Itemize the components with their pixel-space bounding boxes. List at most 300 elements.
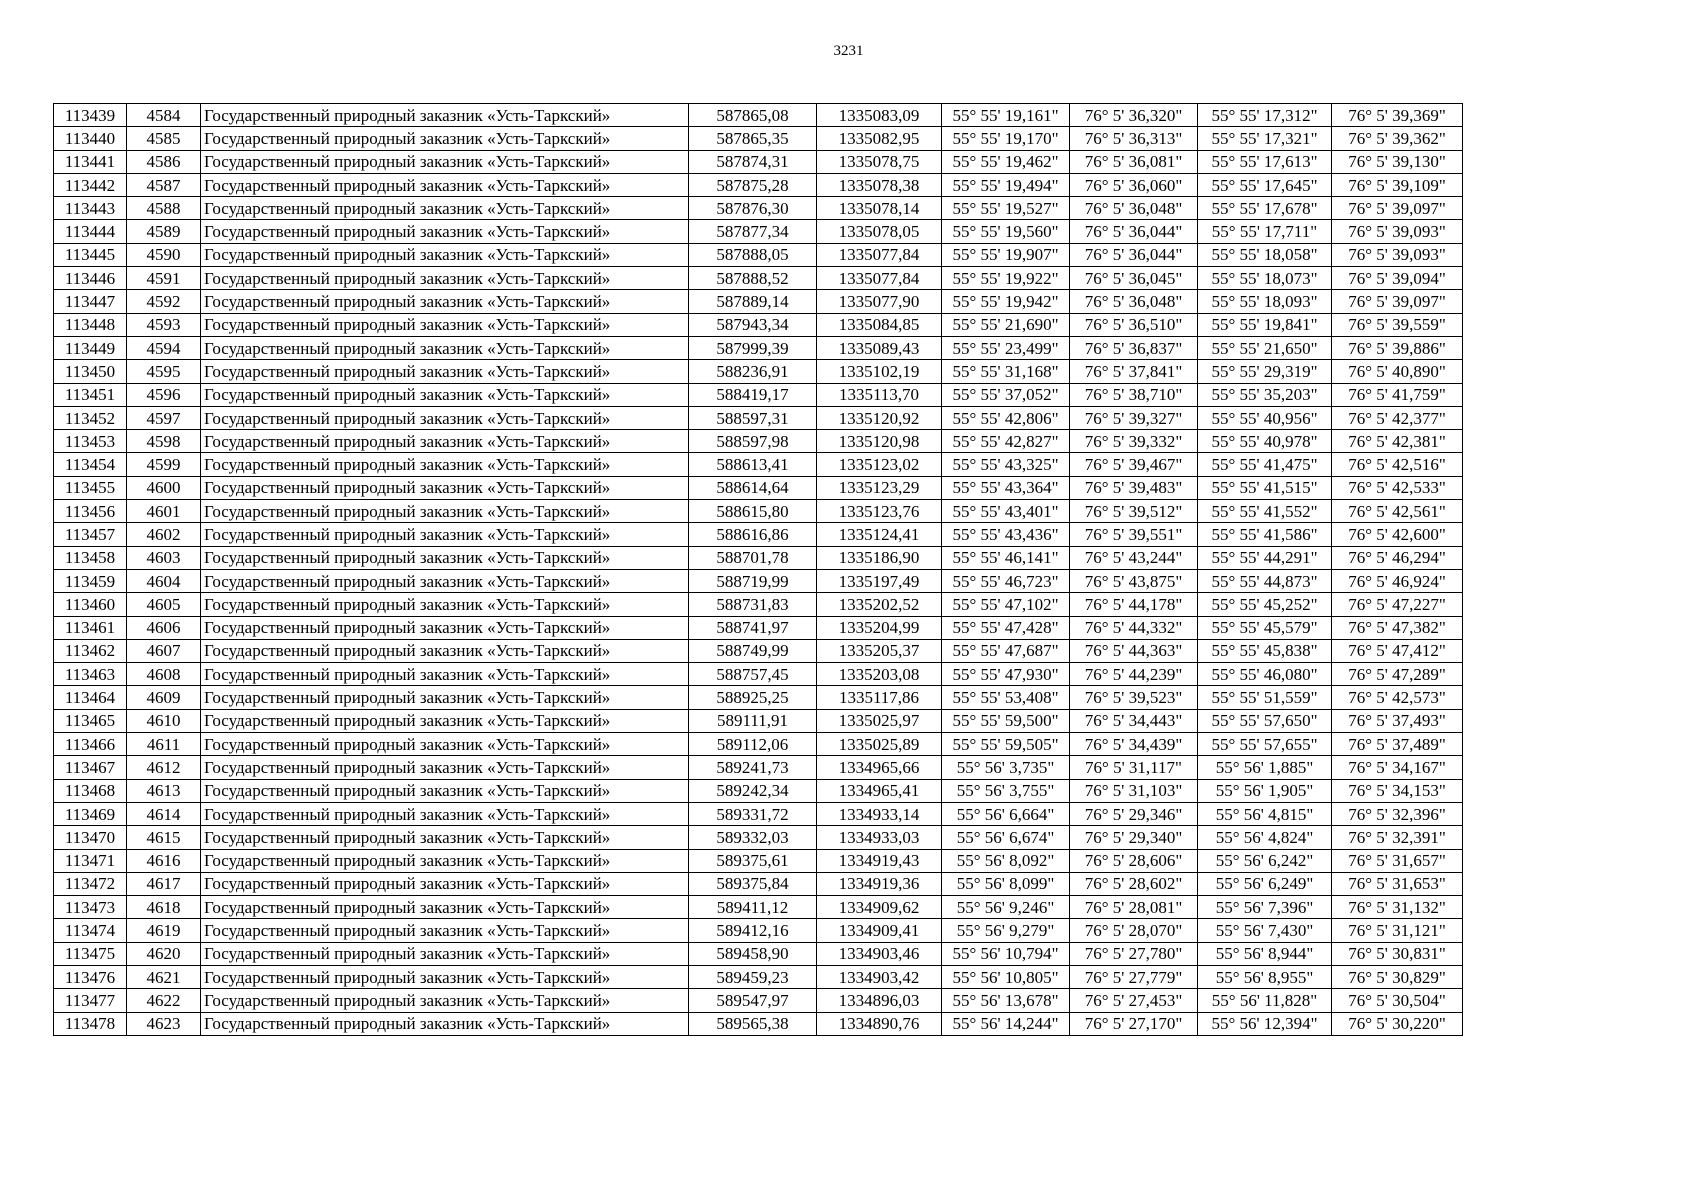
x-coordinate-cell: 588597,98 [689,430,817,453]
table-row [54,826,1463,849]
longitude-cell-2: 76° 5' 39,130" [1332,150,1463,173]
longitude-cell-1: 76° 5' 27,780" [1070,942,1198,965]
longitude-cell-2: 76° 5' 39,094" [1332,267,1463,290]
x-coordinate-cell: 588419,17 [689,383,817,406]
y-coordinate-cell: 1334919,36 [817,872,942,895]
longitude-cell-2: 76° 5' 40,890" [1332,360,1463,383]
x-coordinate-cell: 589112,06 [689,733,817,756]
object-name-cell: Государственный природный заказник «Усть-Таркский» [201,826,689,849]
point-number-cell: 4614 [127,802,201,825]
longitude-cell-2: 76° 5' 39,097" [1332,197,1463,220]
longitude-cell-1: 76° 5' 36,081" [1070,150,1198,173]
longitude-cell-1: 76° 5' 43,244" [1070,546,1198,569]
point-number-cell: 4589 [127,220,201,243]
latitude-cell-2: 55° 56' 4,815" [1198,802,1332,825]
point-number-cell: 4618 [127,896,201,919]
row-number-cell: 113456 [54,500,127,523]
latitude-cell-2: 55° 56' 8,955" [1198,965,1332,988]
row-number-cell: 113450 [54,360,127,383]
point-number-cell: 4587 [127,173,201,196]
object-name-cell: Государственный природный заказник «Усть-Таркский» [201,383,689,406]
x-coordinate-cell: 588597,31 [689,406,817,429]
row-number-cell: 113471 [54,849,127,872]
longitude-cell-1: 76° 5' 39,467" [1070,453,1198,476]
y-coordinate-cell: 1335077,90 [817,290,942,313]
row-number-cell: 113452 [54,406,127,429]
object-name-cell: Государственный природный заказник «Усть-Таркский» [201,453,689,476]
x-coordinate-cell: 587888,05 [689,243,817,266]
y-coordinate-cell: 1335083,09 [817,104,942,127]
page-number: 3231 [833,43,864,59]
row-number-cell: 113464 [54,686,127,709]
latitude-cell-1: 55° 55' 47,930" [942,663,1070,686]
y-coordinate-cell: 1335025,89 [817,733,942,756]
y-coordinate-cell: 1335197,49 [817,569,942,592]
longitude-cell-2: 76° 5' 47,412" [1332,639,1463,662]
longitude-cell-2: 76° 5' 30,829" [1332,965,1463,988]
latitude-cell-2: 55° 55' 17,312" [1198,104,1332,127]
table-row [54,942,1463,965]
row-number-cell: 113468 [54,779,127,802]
point-number-cell: 4607 [127,639,201,662]
latitude-cell-1: 55° 56' 3,755" [942,779,1070,802]
latitude-cell-1: 55° 55' 19,907" [942,243,1070,266]
longitude-cell-1: 76° 5' 28,602" [1070,872,1198,895]
longitude-cell-2: 76° 5' 39,097" [1332,290,1463,313]
x-coordinate-cell: 588741,97 [689,616,817,639]
y-coordinate-cell: 1335123,29 [817,476,942,499]
row-number-cell: 113469 [54,802,127,825]
point-number-cell: 4622 [127,989,201,1012]
point-number-cell: 4590 [127,243,201,266]
longitude-cell-2: 76° 5' 39,369" [1332,104,1463,127]
latitude-cell-1: 55° 55' 19,922" [942,267,1070,290]
table-row [54,663,1463,686]
longitude-cell-2: 76° 5' 32,396" [1332,802,1463,825]
x-coordinate-cell: 588749,99 [689,639,817,662]
row-number-cell: 113474 [54,919,127,942]
x-coordinate-cell: 589331,72 [689,802,817,825]
y-coordinate-cell: 1335077,84 [817,243,942,266]
table-row [54,989,1463,1012]
x-coordinate-cell: 588613,41 [689,453,817,476]
longitude-cell-1: 76° 5' 29,340" [1070,826,1198,849]
point-number-cell: 4616 [127,849,201,872]
object-name-cell: Государственный природный заказник «Усть-Таркский» [201,243,689,266]
longitude-cell-1: 76° 5' 31,117" [1070,756,1198,779]
x-coordinate-cell: 589459,23 [689,965,817,988]
row-number-cell: 113444 [54,220,127,243]
latitude-cell-2: 55° 56' 11,828" [1198,989,1332,1012]
longitude-cell-2: 76° 5' 42,600" [1332,523,1463,546]
row-number-cell: 113472 [54,872,127,895]
row-number-cell: 113459 [54,569,127,592]
point-number-cell: 4600 [127,476,201,499]
object-name-cell: Государственный природный заказник «Усть-Таркский» [201,430,689,453]
y-coordinate-cell: 1334903,42 [817,965,942,988]
table-row [54,849,1463,872]
y-coordinate-cell: 1335205,37 [817,639,942,662]
object-name-cell: Государственный природный заказник «Усть-Таркский» [201,686,689,709]
object-name-cell: Государственный природный заказник «Усть-Таркский» [201,849,689,872]
longitude-cell-1: 76° 5' 34,439" [1070,733,1198,756]
longitude-cell-1: 76° 5' 31,103" [1070,779,1198,802]
object-name-cell: Государственный природный заказник «Усть-Таркский» [201,360,689,383]
latitude-cell-1: 55° 55' 59,500" [942,709,1070,732]
point-number-cell: 4597 [127,406,201,429]
latitude-cell-1: 55° 55' 19,560" [942,220,1070,243]
latitude-cell-1: 55° 56' 6,664" [942,802,1070,825]
table-row [54,290,1463,313]
point-number-cell: 4599 [127,453,201,476]
longitude-cell-2: 76° 5' 39,093" [1332,220,1463,243]
longitude-cell-2: 76° 5' 42,573" [1332,686,1463,709]
point-number-cell: 4609 [127,686,201,709]
table-row [54,896,1463,919]
longitude-cell-2: 76° 5' 39,559" [1332,313,1463,336]
table-row [54,802,1463,825]
row-number-cell: 113478 [54,1012,127,1035]
longitude-cell-1: 76° 5' 36,060" [1070,173,1198,196]
table-row [54,150,1463,173]
longitude-cell-1: 76° 5' 37,841" [1070,360,1198,383]
longitude-cell-1: 76° 5' 44,239" [1070,663,1198,686]
x-coordinate-cell: 588701,78 [689,546,817,569]
point-number-cell: 4617 [127,872,201,895]
table-row [54,523,1463,546]
longitude-cell-1: 76° 5' 44,178" [1070,593,1198,616]
point-number-cell: 4608 [127,663,201,686]
y-coordinate-cell: 1334903,46 [817,942,942,965]
latitude-cell-2: 55° 55' 35,203" [1198,383,1332,406]
point-number-cell: 4613 [127,779,201,802]
latitude-cell-2: 55° 55' 44,873" [1198,569,1332,592]
point-number-cell: 4619 [127,919,201,942]
x-coordinate-cell: 587875,28 [689,173,817,196]
point-number-cell: 4623 [127,1012,201,1035]
longitude-cell-1: 76° 5' 44,363" [1070,639,1198,662]
y-coordinate-cell: 1334890,76 [817,1012,942,1035]
x-coordinate-cell: 589375,61 [689,849,817,872]
row-number-cell: 113455 [54,476,127,499]
table-row [54,383,1463,406]
y-coordinate-cell: 1334965,66 [817,756,942,779]
x-coordinate-cell: 587874,31 [689,150,817,173]
object-name-cell: Государственный природный заказник «Усть-Таркский» [201,965,689,988]
object-name-cell: Государственный природный заказник «Усть-Таркский» [201,663,689,686]
longitude-cell-1: 76° 5' 27,779" [1070,965,1198,988]
table-row [54,173,1463,196]
x-coordinate-cell: 588925,25 [689,686,817,709]
row-number-cell: 113454 [54,453,127,476]
latitude-cell-2: 55° 55' 17,678" [1198,197,1332,220]
table-row [54,500,1463,523]
object-name-cell: Государственный природный заказник «Усть-Таркский» [201,290,689,313]
latitude-cell-1: 55° 55' 53,408" [942,686,1070,709]
latitude-cell-2: 55° 55' 41,515" [1198,476,1332,499]
latitude-cell-1: 55° 55' 47,428" [942,616,1070,639]
row-number-cell: 113445 [54,243,127,266]
point-number-cell: 4588 [127,197,201,220]
latitude-cell-1: 55° 55' 59,505" [942,733,1070,756]
object-name-cell: Государственный природный заказник «Усть-Таркский» [201,593,689,616]
row-number-cell: 113453 [54,430,127,453]
object-name-cell: Государственный природный заказник «Усть-Таркский» [201,896,689,919]
y-coordinate-cell: 1335077,84 [817,267,942,290]
longitude-cell-1: 76° 5' 39,483" [1070,476,1198,499]
latitude-cell-1: 55° 55' 43,436" [942,523,1070,546]
row-number-cell: 113463 [54,663,127,686]
point-number-cell: 4606 [127,616,201,639]
latitude-cell-1: 55° 55' 46,723" [942,569,1070,592]
longitude-cell-1: 76° 5' 36,044" [1070,243,1198,266]
longitude-cell-2: 76° 5' 34,167" [1332,756,1463,779]
longitude-cell-2: 76° 5' 30,220" [1332,1012,1463,1035]
latitude-cell-1: 55° 55' 19,942" [942,290,1070,313]
latitude-cell-2: 55° 55' 41,475" [1198,453,1332,476]
y-coordinate-cell: 1335202,52 [817,593,942,616]
latitude-cell-2: 55° 55' 57,655" [1198,733,1332,756]
y-coordinate-cell: 1335084,85 [817,313,942,336]
table-row [54,709,1463,732]
table-row [54,197,1463,220]
latitude-cell-1: 55° 56' 3,735" [942,756,1070,779]
row-number-cell: 113458 [54,546,127,569]
point-number-cell: 4605 [127,593,201,616]
longitude-cell-1: 76° 5' 36,045" [1070,267,1198,290]
row-number-cell: 113451 [54,383,127,406]
table-row [54,360,1463,383]
x-coordinate-cell: 587889,14 [689,290,817,313]
latitude-cell-1: 55° 55' 46,141" [942,546,1070,569]
row-number-cell: 113470 [54,826,127,849]
point-number-cell: 4586 [127,150,201,173]
latitude-cell-2: 55° 55' 40,956" [1198,406,1332,429]
object-name-cell: Государственный природный заказник «Усть-Таркский» [201,569,689,592]
x-coordinate-cell: 589547,97 [689,989,817,1012]
table-row [54,639,1463,662]
latitude-cell-1: 55° 55' 43,364" [942,476,1070,499]
longitude-cell-2: 76° 5' 39,109" [1332,173,1463,196]
table-body [54,104,1463,1036]
table-row [54,779,1463,802]
point-number-cell: 4602 [127,523,201,546]
longitude-cell-1: 76° 5' 28,606" [1070,849,1198,872]
object-name-cell: Государственный природный заказник «Усть-Таркский» [201,919,689,942]
x-coordinate-cell: 587877,34 [689,220,817,243]
latitude-cell-2: 55° 55' 17,613" [1198,150,1332,173]
row-number-cell: 113441 [54,150,127,173]
row-number-cell: 113467 [54,756,127,779]
y-coordinate-cell: 1335113,70 [817,383,942,406]
x-coordinate-cell: 589411,12 [689,896,817,919]
longitude-cell-2: 76° 5' 34,153" [1332,779,1463,802]
row-number-cell: 113440 [54,127,127,150]
longitude-cell-1: 76° 5' 39,327" [1070,406,1198,429]
longitude-cell-1: 76° 5' 39,332" [1070,430,1198,453]
row-number-cell: 113457 [54,523,127,546]
longitude-cell-1: 76° 5' 36,320" [1070,104,1198,127]
point-number-cell: 4596 [127,383,201,406]
y-coordinate-cell: 1335078,75 [817,150,942,173]
y-coordinate-cell: 1335025,97 [817,709,942,732]
latitude-cell-1: 55° 56' 10,805" [942,965,1070,988]
row-number-cell: 113443 [54,197,127,220]
y-coordinate-cell: 1334919,43 [817,849,942,872]
longitude-cell-2: 76° 5' 30,831" [1332,942,1463,965]
row-number-cell: 113462 [54,639,127,662]
point-number-cell: 4592 [127,290,201,313]
point-number-cell: 4585 [127,127,201,150]
longitude-cell-1: 76° 5' 43,875" [1070,569,1198,592]
row-number-cell: 113460 [54,593,127,616]
latitude-cell-2: 55° 56' 1,885" [1198,756,1332,779]
latitude-cell-1: 55° 56' 14,244" [942,1012,1070,1035]
table-row [54,756,1463,779]
object-name-cell: Государственный природный заказник «Усть-Таркский» [201,220,689,243]
object-name-cell: Государственный природный заказник «Усть-Таркский» [201,989,689,1012]
x-coordinate-cell: 588614,64 [689,476,817,499]
object-name-cell: Государственный природный заказник «Усть-Таркский» [201,267,689,290]
row-number-cell: 113475 [54,942,127,965]
object-name-cell: Государственный природный заказник «Усть-Таркский» [201,173,689,196]
latitude-cell-1: 55° 55' 43,325" [942,453,1070,476]
table-row [54,453,1463,476]
x-coordinate-cell: 589375,84 [689,872,817,895]
x-coordinate-cell: 589242,34 [689,779,817,802]
longitude-cell-2: 76° 5' 37,493" [1332,709,1463,732]
longitude-cell-2: 76° 5' 41,759" [1332,383,1463,406]
point-number-cell: 4598 [127,430,201,453]
row-number-cell: 113461 [54,616,127,639]
row-number-cell: 113439 [54,104,127,127]
object-name-cell: Государственный природный заказник «Усть-Таркский» [201,872,689,895]
latitude-cell-1: 55° 55' 19,494" [942,173,1070,196]
latitude-cell-2: 55° 55' 41,586" [1198,523,1332,546]
x-coordinate-cell: 588757,45 [689,663,817,686]
longitude-cell-2: 76° 5' 46,924" [1332,569,1463,592]
object-name-cell: Государственный природный заказник «Усть-Таркский» [201,1012,689,1035]
latitude-cell-1: 55° 55' 19,527" [942,197,1070,220]
latitude-cell-2: 55° 55' 41,552" [1198,500,1332,523]
table-row [54,686,1463,709]
longitude-cell-1: 76° 5' 36,510" [1070,313,1198,336]
longitude-cell-2: 76° 5' 31,121" [1332,919,1463,942]
table-row [54,406,1463,429]
latitude-cell-1: 55° 55' 19,170" [942,127,1070,150]
point-number-cell: 4610 [127,709,201,732]
longitude-cell-1: 76° 5' 36,313" [1070,127,1198,150]
longitude-cell-2: 76° 5' 47,382" [1332,616,1463,639]
point-number-cell: 4591 [127,267,201,290]
latitude-cell-1: 55° 55' 43,401" [942,500,1070,523]
latitude-cell-1: 55° 55' 42,806" [942,406,1070,429]
latitude-cell-2: 55° 55' 44,291" [1198,546,1332,569]
object-name-cell: Государственный природный заказник «Усть-Таркский» [201,709,689,732]
longitude-cell-2: 76° 5' 42,561" [1332,500,1463,523]
y-coordinate-cell: 1335204,99 [817,616,942,639]
y-coordinate-cell: 1335203,08 [817,663,942,686]
table-row [54,965,1463,988]
object-name-cell: Государственный природный заказник «Усть-Таркский» [201,546,689,569]
latitude-cell-1: 55° 56' 8,099" [942,872,1070,895]
longitude-cell-2: 76° 5' 32,391" [1332,826,1463,849]
point-number-cell: 4612 [127,756,201,779]
longitude-cell-2: 76° 5' 31,657" [1332,849,1463,872]
table-row [54,430,1463,453]
longitude-cell-1: 76° 5' 36,048" [1070,197,1198,220]
x-coordinate-cell: 589565,38 [689,1012,817,1035]
x-coordinate-cell: 587888,52 [689,267,817,290]
longitude-cell-2: 76° 5' 42,516" [1332,453,1463,476]
latitude-cell-2: 55° 56' 6,249" [1198,872,1332,895]
x-coordinate-cell: 587865,08 [689,104,817,127]
x-coordinate-cell: 587999,39 [689,336,817,359]
table-row [54,919,1463,942]
object-name-cell: Государственный природный заказник «Усть-Таркский» [201,779,689,802]
x-coordinate-cell: 588236,91 [689,360,817,383]
row-number-cell: 113448 [54,313,127,336]
object-name-cell: Государственный природный заказник «Усть-Таркский» [201,616,689,639]
x-coordinate-cell: 589111,91 [689,709,817,732]
row-number-cell: 113476 [54,965,127,988]
x-coordinate-cell: 589412,16 [689,919,817,942]
point-number-cell: 4595 [127,360,201,383]
table-row [54,872,1463,895]
longitude-cell-2: 76° 5' 30,504" [1332,989,1463,1012]
x-coordinate-cell: 589241,73 [689,756,817,779]
latitude-cell-1: 55° 55' 37,052" [942,383,1070,406]
longitude-cell-1: 76° 5' 39,512" [1070,500,1198,523]
latitude-cell-1: 55° 55' 23,499" [942,336,1070,359]
latitude-cell-2: 55° 55' 46,080" [1198,663,1332,686]
latitude-cell-2: 55° 56' 6,242" [1198,849,1332,872]
latitude-cell-1: 55° 55' 47,102" [942,593,1070,616]
latitude-cell-1: 55° 56' 10,794" [942,942,1070,965]
y-coordinate-cell: 1335123,76 [817,500,942,523]
object-name-cell: Государственный природный заказник «Усть-Таркский» [201,756,689,779]
coordinates-table [53,103,1463,1036]
longitude-cell-2: 76° 5' 46,294" [1332,546,1463,569]
longitude-cell-1: 76° 5' 28,081" [1070,896,1198,919]
latitude-cell-2: 55° 56' 4,824" [1198,826,1332,849]
point-number-cell: 4594 [127,336,201,359]
object-name-cell: Государственный природный заказник «Усть-Таркский» [201,733,689,756]
latitude-cell-2: 55° 56' 8,944" [1198,942,1332,965]
y-coordinate-cell: 1334933,14 [817,802,942,825]
row-number-cell: 113449 [54,336,127,359]
longitude-cell-1: 76° 5' 36,837" [1070,336,1198,359]
object-name-cell: Государственный природный заказник «Усть-Таркский» [201,476,689,499]
x-coordinate-cell: 589458,90 [689,942,817,965]
longitude-cell-1: 76° 5' 27,170" [1070,1012,1198,1035]
row-number-cell: 113477 [54,989,127,1012]
latitude-cell-2: 55° 55' 17,321" [1198,127,1332,150]
latitude-cell-2: 55° 55' 18,093" [1198,290,1332,313]
latitude-cell-1: 55° 56' 6,674" [942,826,1070,849]
table-row [54,220,1463,243]
latitude-cell-2: 55° 56' 7,396" [1198,896,1332,919]
latitude-cell-2: 55° 56' 1,905" [1198,779,1332,802]
longitude-cell-1: 76° 5' 29,346" [1070,802,1198,825]
latitude-cell-1: 55° 56' 8,092" [942,849,1070,872]
latitude-cell-1: 55° 56' 9,279" [942,919,1070,942]
y-coordinate-cell: 1334965,41 [817,779,942,802]
x-coordinate-cell: 589332,03 [689,826,817,849]
point-number-cell: 4604 [127,569,201,592]
longitude-cell-2: 76° 5' 31,653" [1332,872,1463,895]
latitude-cell-2: 55° 55' 21,650" [1198,336,1332,359]
